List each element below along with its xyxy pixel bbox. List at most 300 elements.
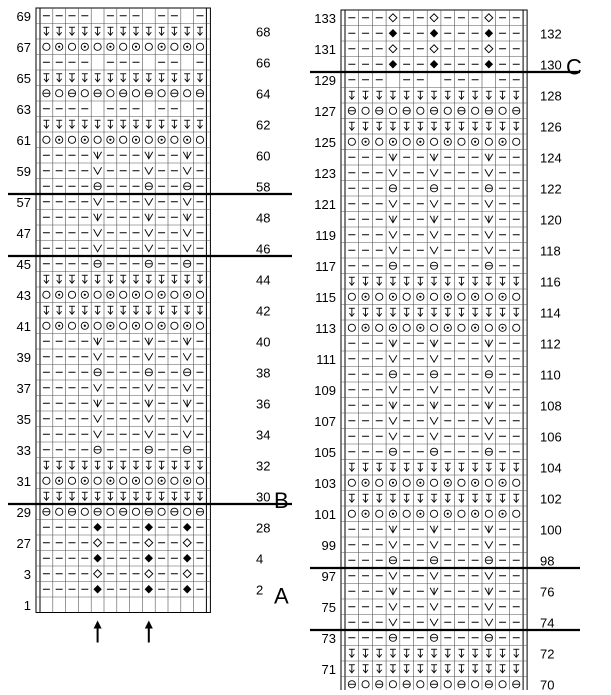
left-cell-down-arrow-symbol: [133, 120, 139, 128]
right-cell-down-arrow-symbol: [486, 494, 492, 502]
left-row-number-label: 34: [256, 427, 271, 443]
right-cell-down-arrow-symbol: [417, 122, 423, 130]
left-cell-dot-symbol: [107, 43, 114, 50]
left-cell-down-arrow-symbol: [197, 461, 203, 469]
left-cell-down-arrow-symbol: [107, 461, 113, 469]
right-cell-vee-symbol: [430, 433, 438, 440]
right-cell-diamond-filled-symbol: [485, 60, 493, 68]
right-cell-down-arrow-symbol: [390, 494, 396, 502]
right-row-number-label: 104: [540, 460, 562, 476]
right-cell-vee-symbol: [485, 386, 493, 393]
left-cell-veebar-symbol: [183, 152, 191, 159]
left-cell-circle-symbol: [94, 43, 101, 50]
left-cell-veebar-symbol: [94, 152, 102, 159]
right-cell-down-arrow-symbol: [458, 649, 464, 657]
right-cell-circle-symbol: [499, 681, 506, 688]
left-cell-circle-symbol: [120, 136, 127, 143]
right-cell-theta-symbol: [513, 681, 520, 688]
right-cell-down-arrow-symbol: [445, 494, 451, 502]
left-cell-theta-symbol: [43, 508, 50, 515]
right-cell-circle-symbol: [376, 510, 383, 517]
right-cell-down-arrow-symbol: [376, 277, 382, 285]
right-cell-down-arrow-symbol: [404, 277, 410, 285]
right-cell-vee-symbol: [430, 231, 438, 238]
right-cell-down-arrow-symbol: [417, 91, 423, 99]
right-cell-down-arrow-symbol: [404, 122, 410, 130]
right-row-number-label: 72: [540, 646, 555, 662]
right-cell-theta-symbol: [485, 185, 492, 192]
left-row-number-label: 58: [256, 179, 271, 195]
right-cell-veebar-symbol: [430, 154, 438, 161]
left-cell-down-arrow-symbol: [43, 492, 49, 500]
right-cell-theta-symbol: [389, 448, 396, 455]
right-cell-theta-symbol: [430, 634, 437, 641]
left-cell-down-arrow-symbol: [95, 461, 101, 469]
left-cell-theta-symbol: [184, 446, 191, 453]
left-cell-down-arrow-symbol: [120, 74, 126, 82]
left-cell-down-arrow-symbol: [159, 306, 165, 314]
left-cell-down-arrow-symbol: [120, 306, 126, 314]
right-cell-vee-symbol: [485, 433, 493, 440]
left-cell-down-arrow-symbol: [43, 306, 49, 314]
right-cell-down-arrow-symbol: [431, 308, 437, 316]
right-cell-down-arrow-symbol: [458, 277, 464, 285]
left-cell-vee-symbol: [94, 167, 102, 174]
left-cell-theta-symbol: [145, 508, 152, 515]
right-cell-dot-symbol: [389, 324, 396, 331]
left-cell-circle-symbol: [120, 477, 127, 484]
right-row-number-label: 99: [321, 537, 336, 553]
right-cell-theta-symbol: [430, 681, 437, 688]
right-cell-down-arrow-symbol: [363, 91, 369, 99]
right-cell-down-arrow-symbol: [349, 494, 355, 502]
left-cell-circle-symbol: [94, 136, 101, 143]
left-cell-diamond-filled-symbol: [145, 554, 153, 562]
right-cell-circle-symbol: [362, 107, 369, 114]
left-cell-down-arrow-symbol: [82, 306, 88, 314]
left-cell-down-arrow-symbol: [69, 306, 75, 314]
left-cell-theta-symbol: [171, 508, 178, 515]
left-cell-theta-symbol: [94, 183, 101, 190]
left-cell-down-arrow-symbol: [184, 74, 190, 82]
left-cell-dot-symbol: [81, 136, 88, 143]
left-cell-down-arrow-symbol: [146, 492, 152, 500]
right-cell-theta-symbol: [430, 107, 437, 114]
left-cell-vee-symbol: [94, 245, 102, 252]
left-cell-down-arrow-symbol: [133, 275, 139, 283]
right-cell-down-arrow-symbol: [363, 308, 369, 316]
right-cell-veebar-symbol: [430, 402, 438, 409]
left-cell-diamond-filled-symbol: [93, 523, 101, 531]
left-cell-vee-symbol: [145, 198, 153, 205]
right-cell-circle-symbol: [485, 324, 492, 331]
right-cell-down-arrow-symbol: [458, 91, 464, 99]
left-cell-down-arrow-symbol: [120, 27, 126, 35]
left-cell-down-arrow-symbol: [120, 461, 126, 469]
left-cell-vee-symbol: [145, 245, 153, 252]
left-cell-down-arrow-symbol: [56, 275, 62, 283]
right-cell-vee-symbol: [485, 603, 493, 610]
right-cell-down-arrow-symbol: [363, 665, 369, 673]
left-cell-vee-symbol: [183, 167, 191, 174]
right-row-number-label: 112: [540, 336, 561, 352]
left-cell-dot-symbol: [158, 477, 165, 484]
right-cell-veebar-symbol: [389, 402, 397, 409]
right-row-number-label: 129: [314, 72, 336, 88]
left-row-number-label: 28: [256, 520, 271, 536]
left-cell-down-arrow-symbol: [107, 275, 113, 283]
right-cell-circle-symbol: [389, 681, 396, 688]
left-row-number-label: 41: [16, 318, 31, 334]
left-cell-vee-symbol: [183, 431, 191, 438]
right-cell-veebar-symbol: [430, 588, 438, 595]
left-cell-down-arrow-symbol: [120, 492, 126, 500]
right-cell-theta-symbol: [389, 557, 396, 564]
right-cell-vee-symbol: [485, 247, 493, 254]
left-cell-circle-symbol: [171, 291, 178, 298]
left-cell-circle-symbol: [145, 322, 152, 329]
right-row-number-label: 76: [540, 584, 555, 600]
left-cell-down-arrow-symbol: [146, 306, 152, 314]
left-row-number-label: 63: [16, 101, 31, 117]
right-cell-circle-symbol: [458, 293, 465, 300]
right-cell-down-arrow-symbol: [472, 308, 478, 316]
left-cell-vee-symbol: [183, 198, 191, 205]
right-cell-veebar-symbol: [389, 154, 397, 161]
left-cell-dot-symbol: [107, 291, 114, 298]
left-cell-down-arrow-symbol: [82, 74, 88, 82]
right-cell-vee-symbol: [485, 619, 493, 626]
right-cell-theta-symbol: [348, 107, 355, 114]
left-row-number-label: 68: [256, 24, 271, 40]
right-cell-circle-symbol: [417, 681, 424, 688]
left-cell-down-arrow-symbol: [69, 275, 75, 283]
right-cell-down-arrow-symbol: [376, 91, 382, 99]
left-cell-down-arrow-symbol: [82, 275, 88, 283]
right-cell-down-arrow-symbol: [390, 277, 396, 285]
left-cell-dot-symbol: [132, 43, 139, 50]
left-row-number-label: 47: [16, 225, 31, 241]
left-cell-circle-symbol: [120, 322, 127, 329]
right-cell-circle-symbol: [444, 107, 451, 114]
right-cell-veebar-symbol: [485, 588, 493, 595]
right-cell-down-arrow-symbol: [349, 649, 355, 657]
right-cell-dot-symbol: [389, 510, 396, 517]
left-cell-vee-symbol: [94, 198, 102, 205]
right-cell-down-arrow-symbol: [500, 649, 506, 657]
right-cell-dot-symbol: [362, 510, 369, 517]
left-cell-down-arrow-symbol: [184, 461, 190, 469]
right-cell-veebar-symbol: [389, 526, 397, 533]
left-cell-veebar-symbol: [145, 214, 153, 221]
left-cell-down-arrow-symbol: [107, 27, 113, 35]
left-cell-dot-symbol: [56, 322, 63, 329]
right-cell-circle-symbol: [348, 479, 355, 486]
left-cell-down-arrow-symbol: [159, 74, 165, 82]
left-row-number-label: 1: [23, 597, 31, 613]
left-row-number-label: 48: [256, 210, 271, 226]
right-cell-dot-symbol: [444, 479, 451, 486]
right-cell-down-arrow-symbol: [349, 91, 355, 99]
left-cell-circle-symbol: [107, 90, 114, 97]
left-cell-down-arrow-symbol: [82, 492, 88, 500]
left-row-number-label: 39: [16, 349, 31, 365]
right-cell-down-arrow-symbol: [417, 494, 423, 502]
right-row-number-label: 123: [314, 165, 336, 181]
left-cell-dot-symbol: [158, 291, 165, 298]
left-cell-circle-symbol: [171, 43, 178, 50]
right-cell-down-arrow-symbol: [513, 122, 519, 130]
right-row-number-label: 118: [540, 243, 561, 259]
left-cell-circle-symbol: [43, 322, 50, 329]
right-cell-down-arrow-symbol: [472, 494, 478, 502]
right-row-number-label: 131: [314, 41, 336, 57]
left-cell-vee-symbol: [145, 229, 153, 236]
left-cell-diamond-open-symbol: [145, 570, 153, 578]
left-cell-dot-symbol: [107, 477, 114, 484]
left-cell-down-arrow-symbol: [43, 27, 49, 35]
right-cell-down-arrow-symbol: [513, 91, 519, 99]
left-cell-theta-symbol: [120, 90, 127, 97]
right-cell-down-arrow-symbol: [349, 122, 355, 130]
right-cell-down-arrow-symbol: [417, 665, 423, 673]
right-cell-dot-symbol: [499, 324, 506, 331]
right-cell-circle-symbol: [513, 510, 520, 517]
left-row-number-label: 27: [16, 535, 31, 551]
right-row-number-label: 73: [321, 630, 336, 646]
right-cell-vee-symbol: [389, 433, 397, 440]
right-cell-vee-symbol: [430, 603, 438, 610]
left-row-number-label: 59: [16, 163, 31, 179]
left-cell-theta-symbol: [120, 508, 127, 515]
left-cell-theta-symbol: [94, 369, 101, 376]
right-cell-down-arrow-symbol: [458, 494, 464, 502]
left-cell-circle-symbol: [184, 90, 191, 97]
left-cell-veebar-symbol: [183, 214, 191, 221]
right-cell-theta-symbol: [485, 448, 492, 455]
left-cell-down-arrow-symbol: [95, 492, 101, 500]
left-cell-down-arrow-symbol: [197, 275, 203, 283]
left-cell-vee-symbol: [145, 431, 153, 438]
right-cell-dot-symbol: [499, 138, 506, 145]
right-cell-down-arrow-symbol: [390, 308, 396, 316]
left-cell-diamond-open-symbol: [94, 539, 102, 547]
right-cell-dot-symbol: [444, 138, 451, 145]
right-cell-down-arrow-symbol: [363, 463, 369, 471]
left-cell-veebar-symbol: [145, 338, 153, 345]
right-cell-down-arrow-symbol: [431, 463, 437, 471]
right-row-number-label: 124: [540, 150, 562, 166]
right-cell-down-arrow-symbol: [349, 665, 355, 673]
left-row-number-label: 66: [256, 55, 271, 71]
right-cell-circle-symbol: [485, 293, 492, 300]
left-cell-down-arrow-symbol: [184, 275, 190, 283]
right-row-number-label: 74: [540, 615, 555, 631]
left-cell-circle-symbol: [120, 43, 127, 50]
left-cell-down-arrow-symbol: [146, 120, 152, 128]
left-cell-down-arrow-symbol: [171, 461, 177, 469]
left-cell-dot-symbol: [184, 322, 191, 329]
right-cell-theta-symbol: [485, 634, 492, 641]
left-cell-circle-symbol: [145, 43, 152, 50]
left-cell-vee-symbol: [183, 245, 191, 252]
right-cell-down-arrow-symbol: [458, 665, 464, 673]
right-cell-circle-symbol: [348, 510, 355, 517]
left-cell-circle-symbol: [158, 508, 165, 515]
left-cell-circle-symbol: [43, 136, 50, 143]
right-cell-vee-symbol: [430, 417, 438, 424]
right-cell-dot-symbol: [362, 324, 369, 331]
right-cell-theta-symbol: [513, 107, 520, 114]
left-cell-down-arrow-symbol: [82, 461, 88, 469]
left-row-number-label: 40: [256, 334, 271, 350]
right-cell-circle-symbol: [513, 324, 520, 331]
left-row-number-label: 30: [256, 489, 271, 505]
right-cell-down-arrow-symbol: [472, 91, 478, 99]
right-cell-theta-symbol: [430, 185, 437, 192]
left-cell-vee-symbol: [145, 167, 153, 174]
right-row-number-label: 102: [540, 491, 562, 507]
right-cell-down-arrow-symbol: [445, 463, 451, 471]
right-cell-down-arrow-symbol: [458, 308, 464, 316]
right-cell-circle-symbol: [430, 479, 437, 486]
right-cell-circle-symbol: [458, 138, 465, 145]
right-cell-circle-symbol: [485, 479, 492, 486]
left-chart-symbols: [43, 16, 204, 594]
right-cell-vee-symbol: [485, 541, 493, 548]
right-cell-theta-symbol: [403, 107, 410, 114]
right-cell-circle-symbol: [430, 138, 437, 145]
right-cell-down-arrow-symbol: [349, 277, 355, 285]
right-cell-dot-symbol: [417, 324, 424, 331]
left-cell-down-arrow-symbol: [43, 461, 49, 469]
left-cell-down-arrow-symbol: [43, 74, 49, 82]
left-cell-down-arrow-symbol: [171, 74, 177, 82]
right-cell-vee-symbol: [389, 355, 397, 362]
right-cell-dot-symbol: [417, 293, 424, 300]
left-cell-theta-symbol: [184, 183, 191, 190]
right-cell-down-arrow-symbol: [376, 122, 382, 130]
right-cell-down-arrow-symbol: [472, 277, 478, 285]
right-cell-vee-symbol: [389, 417, 397, 424]
right-cell-down-arrow-symbol: [349, 463, 355, 471]
right-cell-circle-symbol: [513, 138, 520, 145]
right-cell-dot-symbol: [417, 138, 424, 145]
left-cell-down-arrow-symbol: [107, 120, 113, 128]
right-cell-down-arrow-symbol: [349, 308, 355, 316]
left-row-number-label: 57: [16, 194, 31, 210]
left-cell-dot-symbol: [132, 136, 139, 143]
right-cell-dot-symbol: [444, 293, 451, 300]
right-cell-circle-symbol: [348, 324, 355, 331]
right-cell-vee-symbol: [430, 619, 438, 626]
right-cell-vee-symbol: [389, 619, 397, 626]
left-cell-circle-symbol: [171, 477, 178, 484]
left-cell-diamond-open-symbol: [94, 570, 102, 578]
left-row-number-label: 38: [256, 365, 271, 381]
left-cell-down-arrow-symbol: [56, 492, 62, 500]
left-row-number-label: 3: [23, 566, 31, 582]
right-cell-down-arrow-symbol: [431, 91, 437, 99]
right-cell-down-arrow-symbol: [486, 665, 492, 673]
left-row-number-label: 43: [16, 287, 31, 303]
left-cell-circle-symbol: [158, 90, 165, 97]
right-cell-theta-symbol: [485, 557, 492, 564]
right-cell-dot-symbol: [472, 293, 479, 300]
right-cell-circle-symbol: [499, 107, 506, 114]
left-cell-down-arrow-symbol: [133, 27, 139, 35]
left-row-number-label: 35: [16, 411, 31, 427]
right-cell-down-arrow-symbol: [417, 277, 423, 285]
left-cell-veebar-symbol: [183, 338, 191, 345]
left-cell-theta-symbol: [196, 90, 203, 97]
right-cell-veebar-symbol: [430, 340, 438, 347]
right-cell-diamond-open-symbol: [389, 14, 397, 22]
left-cell-down-arrow-symbol: [120, 275, 126, 283]
right-cell-theta-symbol: [430, 262, 437, 269]
left-cell-down-arrow-symbol: [69, 492, 75, 500]
left-cell-diamond-filled-symbol: [145, 585, 153, 593]
left-cell-vee-symbol: [94, 415, 102, 422]
right-row-number-label: 103: [314, 475, 336, 491]
right-cell-theta-symbol: [458, 107, 465, 114]
left-cell-down-arrow-symbol: [146, 74, 152, 82]
left-cell-circle-symbol: [196, 43, 203, 50]
left-cell-theta-symbol: [145, 260, 152, 267]
right-cell-down-arrow-symbol: [376, 494, 382, 502]
left-cell-dot-symbol: [184, 477, 191, 484]
left-cell-down-arrow-symbol: [95, 27, 101, 35]
left-row-number-label: 37: [16, 380, 31, 396]
left-row-number-label: 67: [16, 39, 31, 55]
left-cell-dot-symbol: [107, 136, 114, 143]
right-cell-down-arrow-symbol: [500, 91, 506, 99]
right-cell-down-arrow-symbol: [431, 494, 437, 502]
right-cell-down-arrow-symbol: [513, 649, 519, 657]
left-cell-circle-symbol: [196, 291, 203, 298]
right-cell-down-arrow-symbol: [445, 122, 451, 130]
right-cell-down-arrow-symbol: [513, 665, 519, 673]
right-cell-circle-symbol: [472, 681, 479, 688]
right-cell-down-arrow-symbol: [417, 463, 423, 471]
left-cell-circle-symbol: [81, 508, 88, 515]
right-cell-down-arrow-symbol: [390, 649, 396, 657]
right-cell-diamond-filled-symbol: [430, 29, 438, 37]
right-cell-vee-symbol: [389, 386, 397, 393]
left-cell-dot-symbol: [81, 291, 88, 298]
left-cell-diamond-filled-symbol: [93, 554, 101, 562]
right-row-number-label: 98: [540, 553, 555, 569]
right-cell-dot-symbol: [499, 293, 506, 300]
right-cell-circle-symbol: [403, 293, 410, 300]
right-cell-dot-symbol: [472, 479, 479, 486]
left-cell-theta-symbol: [94, 260, 101, 267]
right-cell-down-arrow-symbol: [486, 463, 492, 471]
left-row-number-label: 64: [256, 86, 271, 102]
left-row-number-label: 42: [256, 303, 271, 319]
left-cell-diamond-filled-symbol: [145, 523, 153, 531]
right-row-number-label: 132: [540, 26, 562, 42]
left-cell-down-arrow-symbol: [107, 74, 113, 82]
left-cell-circle-symbol: [107, 508, 114, 515]
right-cell-circle-symbol: [485, 138, 492, 145]
right-cell-down-arrow-symbol: [458, 122, 464, 130]
right-cell-down-arrow-symbol: [390, 463, 396, 471]
left-cell-vee-symbol: [94, 229, 102, 236]
right-cell-circle-symbol: [417, 107, 424, 114]
left-cell-diamond-filled-symbol: [183, 523, 191, 531]
left-cell-circle-symbol: [94, 477, 101, 484]
